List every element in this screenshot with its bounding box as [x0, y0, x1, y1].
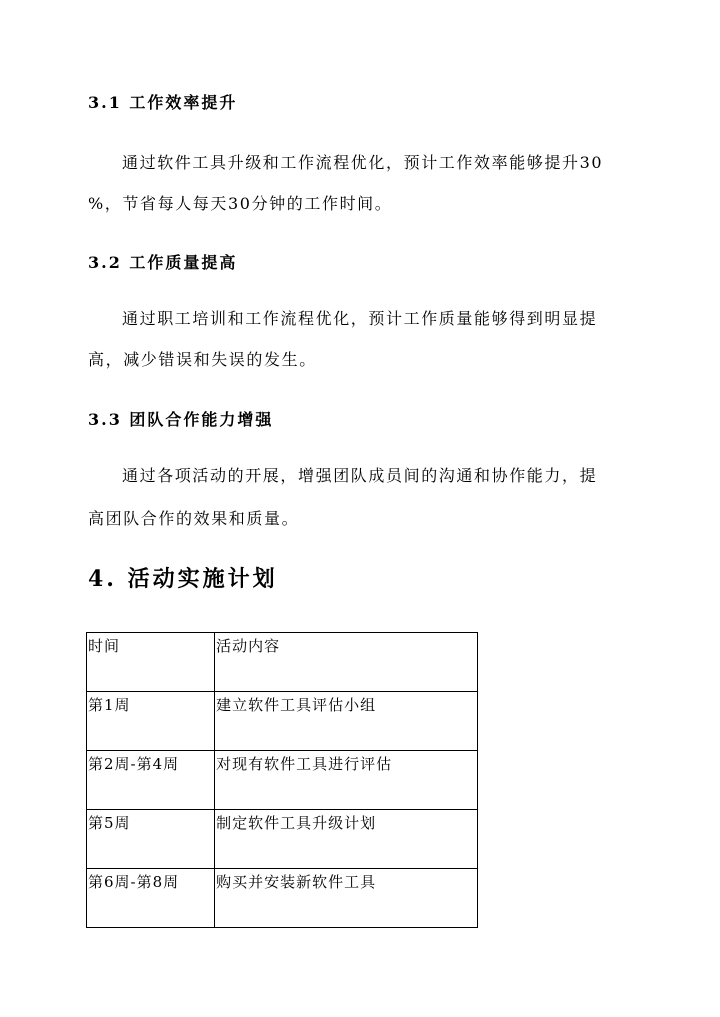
table-cell-time: 第5周	[87, 810, 215, 869]
table-cell-activity: 购买并安装新软件工具	[215, 869, 478, 928]
table-cell-time: 第6周-第8周	[87, 869, 215, 928]
paragraph-line: 通过职工培训和工作流程优化，预计工作质量能够得到明显提	[122, 309, 598, 328]
table-row	[87, 692, 478, 751]
table-row	[87, 810, 478, 869]
table-cell-activity: 建立软件工具评估小组	[215, 692, 478, 751]
column-header-activity: 活动内容	[215, 633, 478, 692]
paragraph-line: 高，减少错误和失误的发生。	[88, 350, 317, 369]
paragraph-line: 通过软件工具升级和工作流程优化，预计工作效率能够提升30	[122, 153, 604, 172]
table-cell-time: 第2周-第4周	[87, 751, 215, 810]
table-row	[87, 751, 478, 810]
table-header-row	[87, 633, 478, 692]
section-heading-3-2: 3.2 工作质量提高	[88, 253, 238, 272]
table-cell-time: 第1周	[87, 692, 215, 751]
activity-plan-table	[86, 632, 478, 928]
paragraph-line: %，节省每人每天30分钟的工作时间。	[88, 194, 393, 213]
table-cell-activity: 对现有软件工具进行评估	[215, 751, 478, 810]
table-cell-activity: 制定软件工具升级计划	[215, 810, 478, 869]
column-header-time: 时间	[87, 633, 215, 692]
section-heading-3-3: 3.3 团队合作能力增强	[88, 410, 274, 429]
section-heading-3-1: 3.1 工作效率提升	[88, 93, 238, 112]
section-heading-4: 4. 活动实施计划	[88, 566, 278, 592]
table-row	[87, 869, 478, 928]
paragraph-line: 通过各项活动的开展，增强团队成员间的沟通和协作能力，提	[122, 466, 598, 485]
paragraph-line: 高团队合作的效果和质量。	[88, 509, 300, 528]
